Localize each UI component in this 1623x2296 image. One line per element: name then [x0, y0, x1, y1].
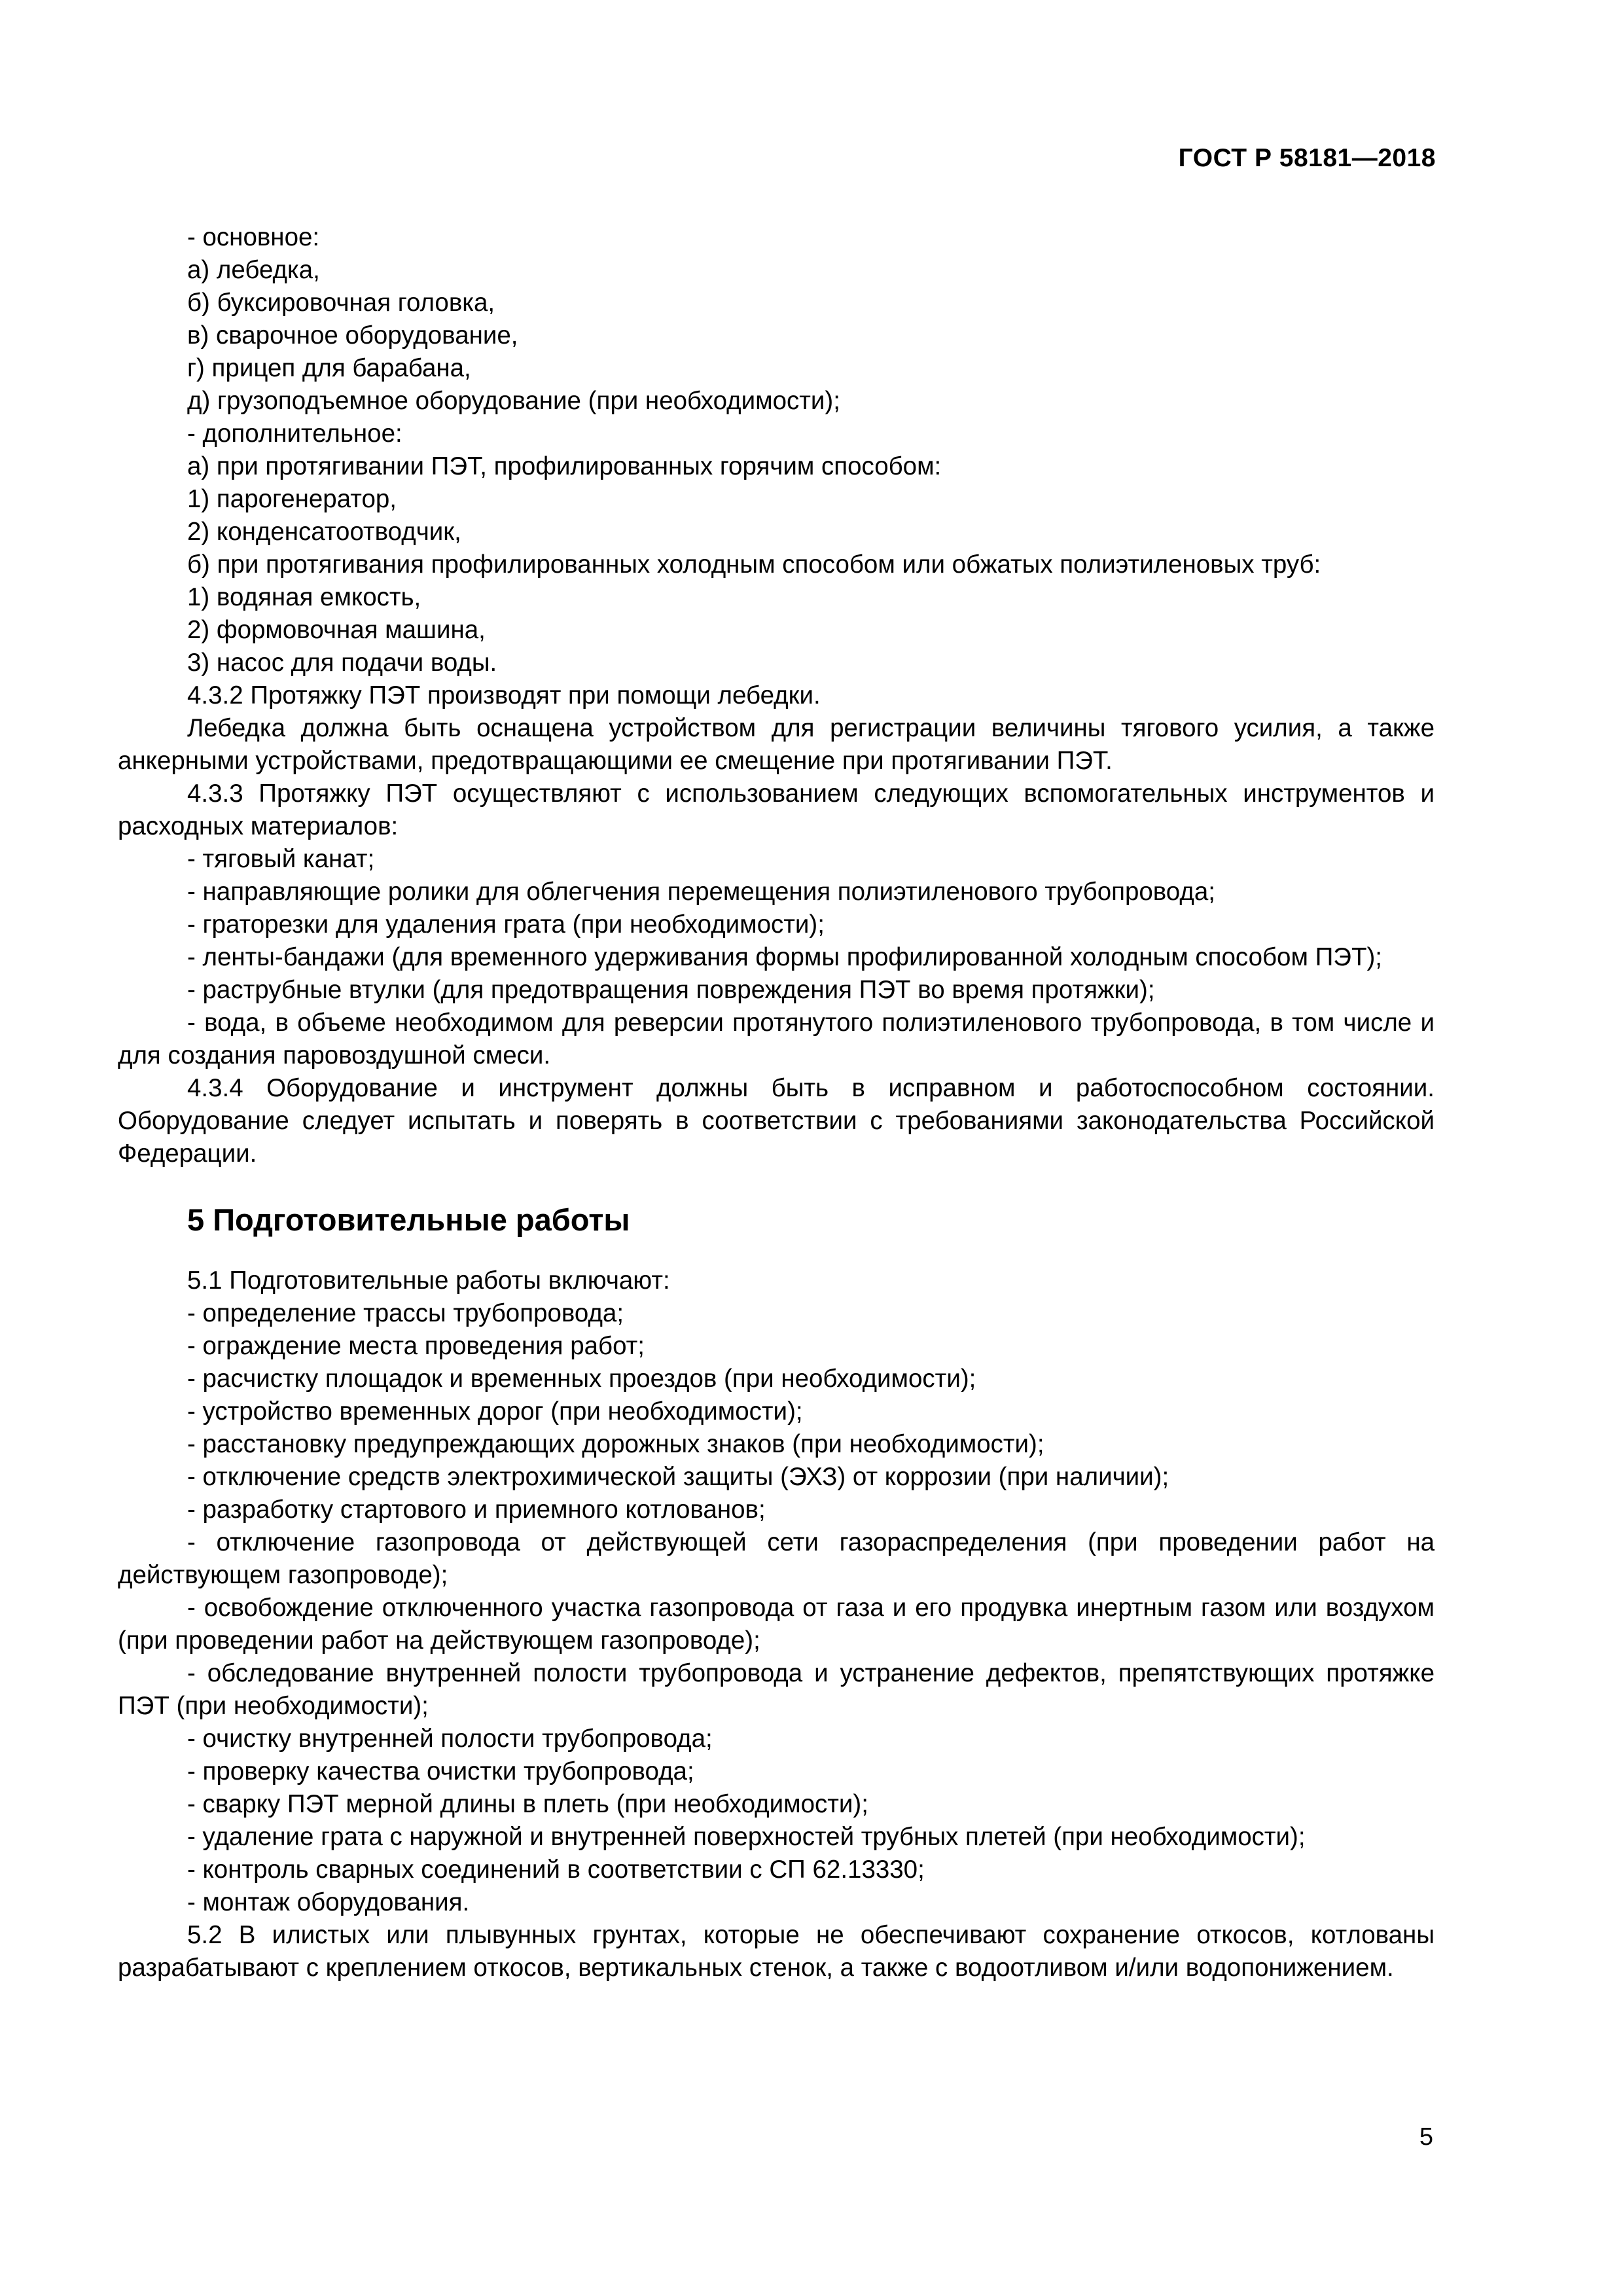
list-item: д) грузоподъемное оборудование (при необходимости);: [187, 387, 840, 415]
list-item: а) при протягивании ПЭТ, профилированных горячим способом:: [187, 452, 942, 480]
list-item: - проверку качества очистки трубопровода;: [187, 1757, 694, 1785]
list-item: - расчистку площадок и временных проездов (при необходимости);: [187, 1365, 976, 1393]
list-item: 1) парогенератор,: [187, 485, 397, 513]
clause-4-3-2: 4.3.2 Протяжку ПЭТ производят при помощи лебедки.: [187, 681, 821, 709]
list-item: - очистку внутренней полости трубопровода;: [187, 1725, 713, 1753]
list-item: - вода, в объеме необходимом для реверсии протянутого полиэтиленового трубопровода, в том числе и для создания паровоздушной смеси.: [118, 1009, 1435, 1069]
list-item: 3) насос для подачи воды.: [187, 649, 497, 677]
list-item: - ленты-бандажи (для временного удерживания формы профилированной холодным способом ПЭТ);: [187, 943, 1382, 971]
page-number: 5: [1419, 2123, 1433, 2151]
list-item: - устройство временных дорог (при необходимости);: [187, 1397, 803, 1426]
document-header-code: ГОСТ Р 58181—2018: [1178, 144, 1436, 172]
list-item: - определение трассы трубопровода;: [187, 1299, 624, 1327]
list-item: 2) конденсатоотводчик,: [187, 518, 461, 546]
list-item: - контроль сварных соединений в соответствии с СП 62.13330;: [187, 1856, 925, 1884]
list-item: - расстановку предупреждающих дорожных знаков (при необходимости);: [187, 1430, 1044, 1458]
list-item: - разработку стартового и приемного котлованов;: [187, 1496, 766, 1524]
list-item: 2) формовочная машина,: [187, 616, 486, 644]
list-item: - сварку ПЭТ мерной длины в плеть (при необходимости);: [187, 1790, 868, 1818]
list-item: - удаление грата с наружной и внутренней поверхностей трубных плетей (при необходимости);: [187, 1823, 1306, 1851]
list-item: г) прицеп для барабана,: [187, 354, 471, 382]
list-item: б) при протягивания профилированных холодным способом или обжатых полиэтиленовых труб:: [187, 550, 1321, 579]
section-heading: 5 Подготовительные работы: [187, 1202, 630, 1237]
list-item: б) буксировочная головка,: [187, 289, 495, 317]
list-item: - дополнительное:: [187, 420, 402, 448]
tools-list: [118, 843, 1435, 1072]
clause-5-2: 5.2 В илистых или плывунных грунтах, которые не обеспечивают сохранение откосов, котлованы разрабатывают с креплением откосов, вертикальных стенок, а также с водоотливом и/или водопонижением.: [118, 1921, 1435, 1982]
list-item: в) сварочное оборудование,: [187, 321, 518, 350]
list-item: - раструбные втулки (для предотвращения повреждения ПЭТ во время протяжки);: [187, 976, 1155, 1004]
list-item: - основное:: [187, 223, 320, 251]
preparatory-works-list: [118, 1297, 1435, 1919]
list-item: - тяговый канат;: [187, 845, 375, 873]
list-item: - освобождение отключенного участка газопровода от газа и его продувка инертным газом или воздухом (при проведении работ на действующем газопроводе);: [118, 1594, 1435, 1655]
list-item: - направляющие ролики для облегчения перемещения полиэтиленового трубопровода;: [187, 878, 1215, 906]
equipment-list: [118, 221, 1435, 712]
clause-5-1: 5.1 Подготовительные работы включают:: [187, 1266, 670, 1295]
list-item: - обследование внутренней полости трубопровода и устранение дефектов, препятствующих протяжке ПЭТ (при необходимости);: [118, 1659, 1435, 1720]
document-body: [118, 221, 1435, 1984]
paragraph-winch: Лебедка должна быть оснащена устройством для регистрации величины тягового усилия, а также анкерными устройствами, предотвращающими ее смещение при протягивании ПЭТ.: [118, 714, 1435, 775]
list-item: - ограждение места проведения работ;: [187, 1332, 645, 1360]
list-item: - отключение средств электрохимической защиты (ЭХЗ) от коррозии (при наличии);: [187, 1463, 1169, 1491]
list-item: - граторезки для удаления грата (при необходимости);: [187, 910, 825, 939]
clause-4-3-4: 4.3.4 Оборудование и инструмент должны быть в исправном и работоспособном состоянии. Оборудование следует испытать и поверять в соответствии с требованиями законодательства Российской Федерации.: [118, 1074, 1435, 1168]
list-item: - монтаж оборудования.: [187, 1888, 470, 1916]
list-item: а) лебедка,: [187, 256, 320, 284]
list-item: 1) водяная емкость,: [187, 583, 421, 611]
clause-4-3-3: 4.3.3 Протяжку ПЭТ осуществляют с использованием следующих вспомогательных инструментов и расходных материалов:: [118, 780, 1435, 840]
list-item: - отключение газопровода от действующей сети газораспределения (при проведении работ на действующем газопроводе);: [118, 1528, 1435, 1589]
